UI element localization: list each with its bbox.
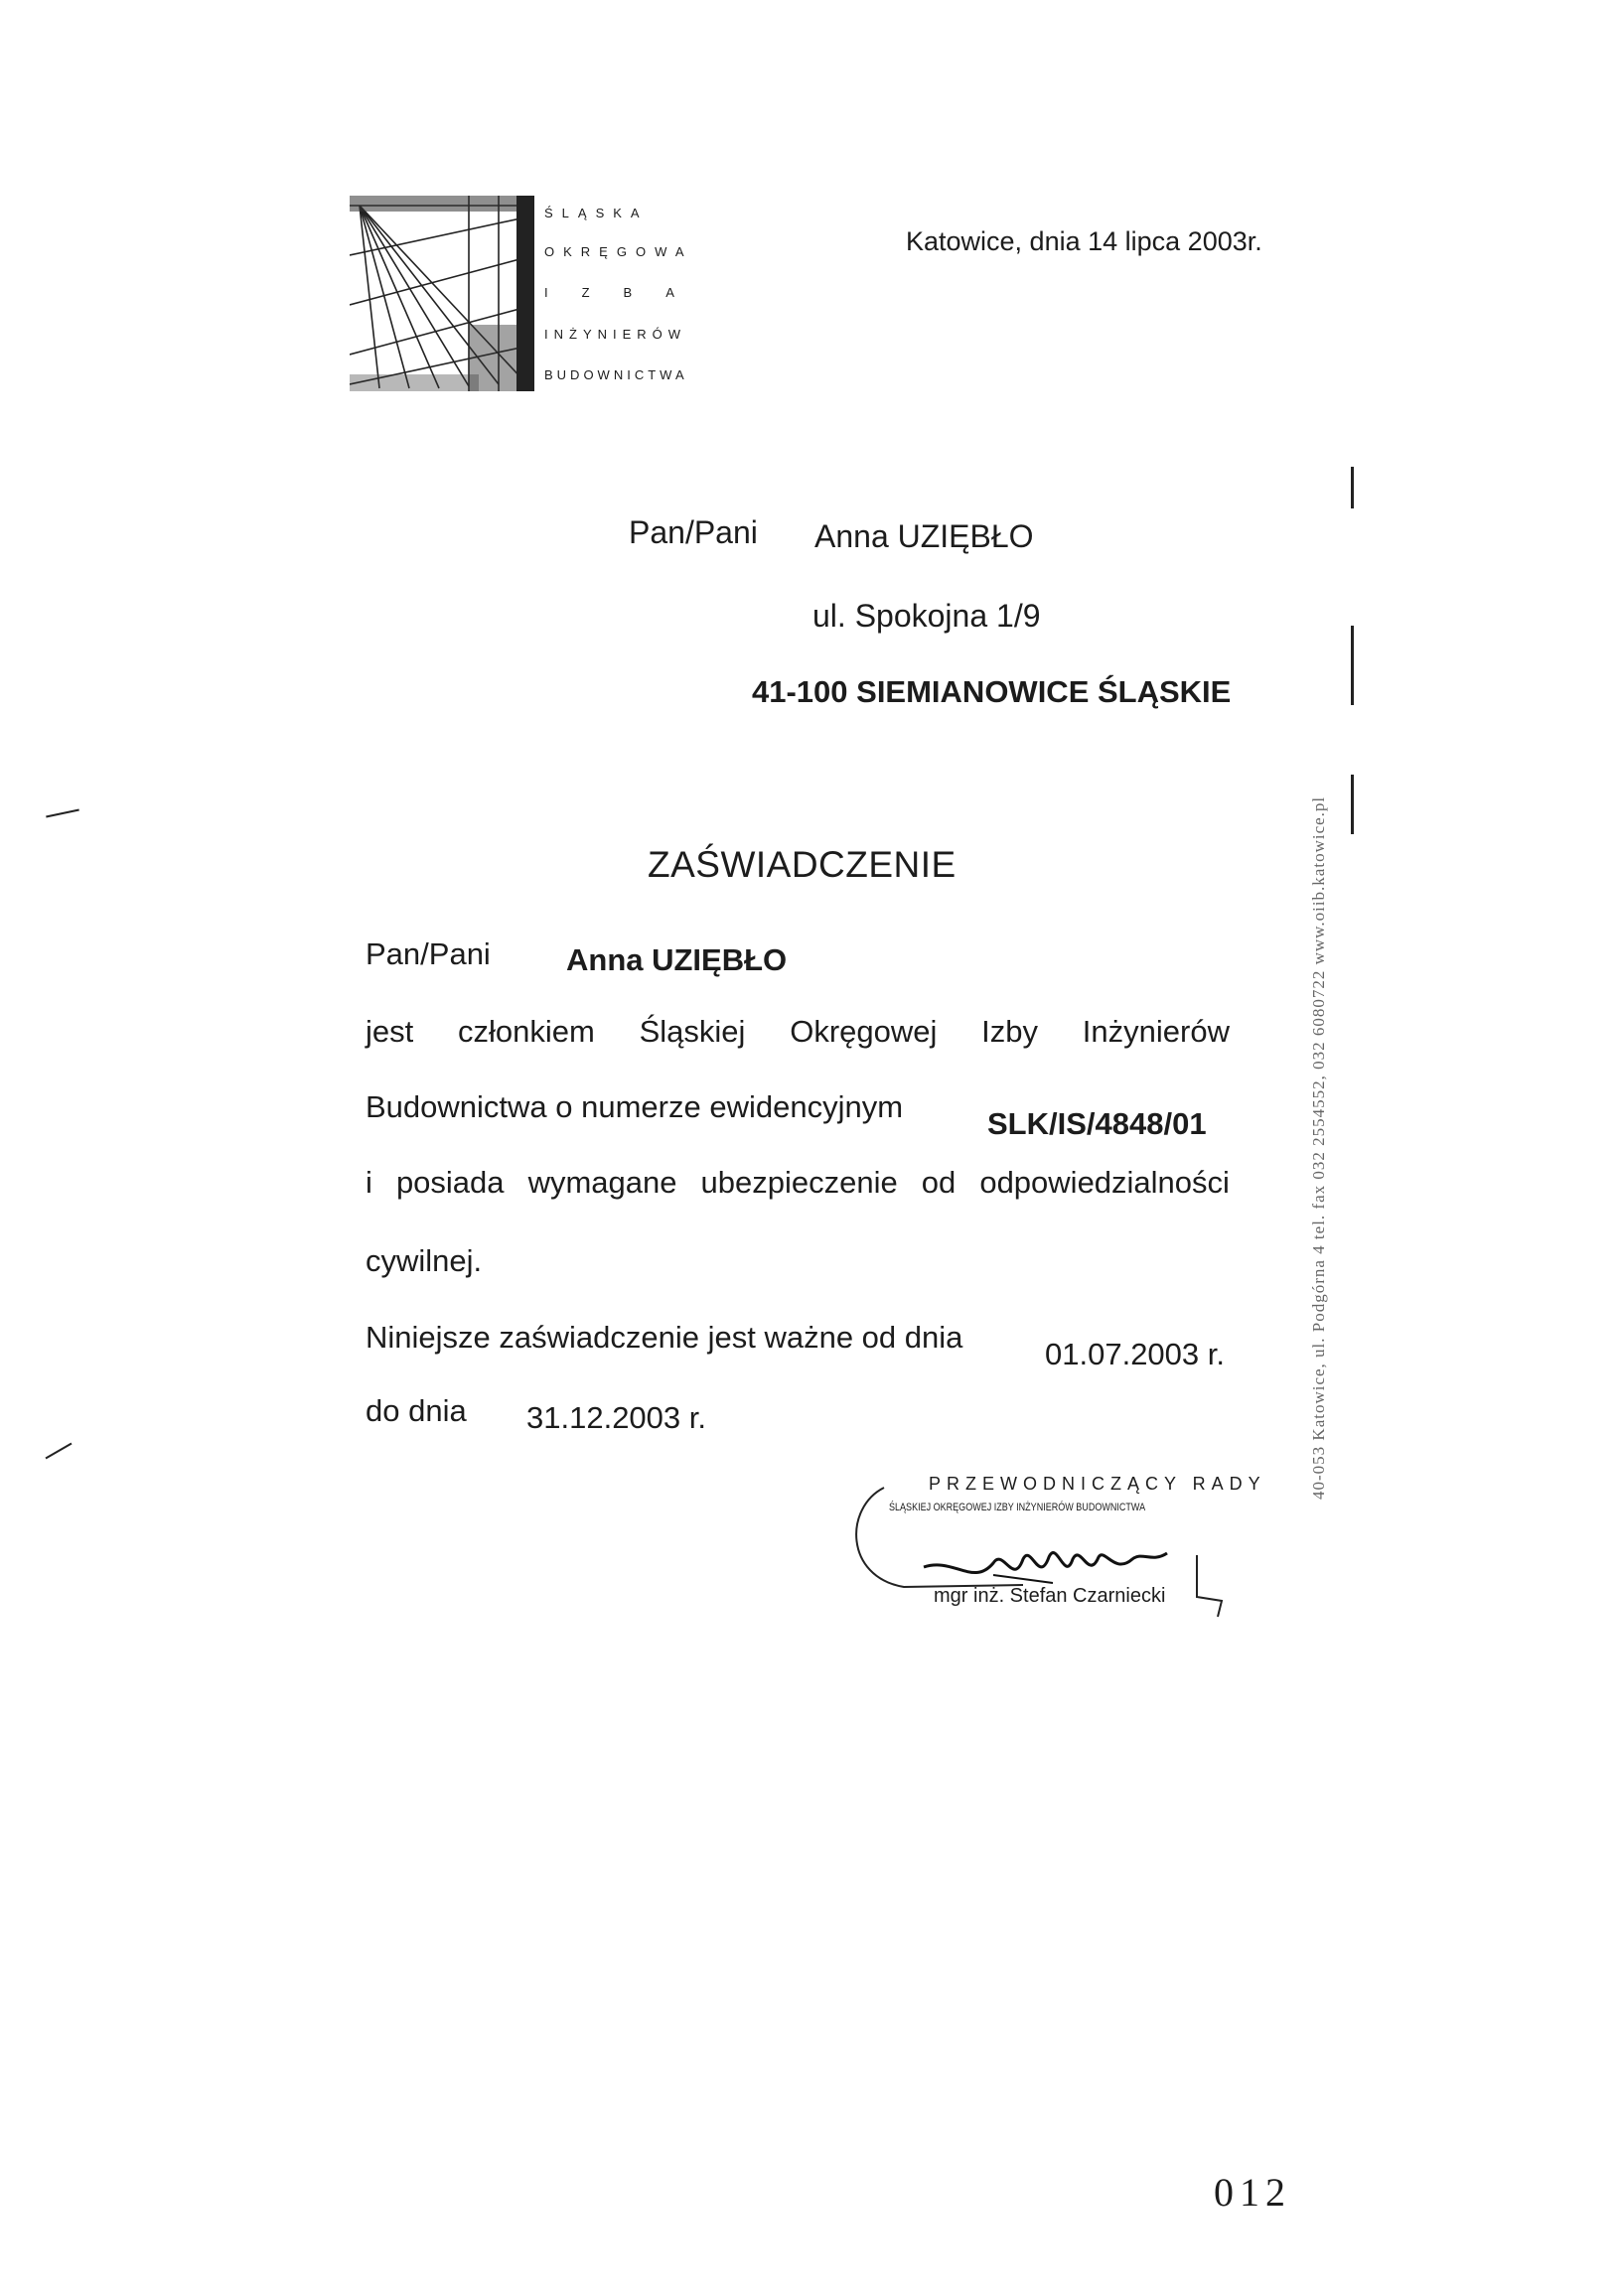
recipient-salutation: Pan/Pani [629, 514, 758, 550]
scan-mark [1351, 467, 1354, 508]
recipient-name: Anna UZIĘBŁO [814, 518, 1034, 554]
stamp-title: PRZEWODNICZĄCY RADY [929, 1474, 1266, 1494]
word: Izby [981, 1014, 1039, 1049]
scan-mark [1351, 626, 1354, 705]
scan-mark [46, 808, 79, 817]
body-line-3 [366, 1165, 1230, 1201]
word: wymagane [527, 1165, 677, 1200]
word: Okręgowej [790, 1014, 938, 1049]
logo-line-1: ŚLĄSKA [544, 206, 649, 220]
word: jest [366, 1014, 414, 1049]
contact-sidebar: 40-053 Katowice, ul. Podgórna 4 tel. fax 032 2554552, 032 6080722 www.oiib.katowice.pl [1309, 795, 1328, 1500]
certificate-salutation: Pan/Pani [366, 936, 491, 971]
valid-to-date: 31.12.2003 r. [526, 1400, 706, 1435]
logo-line-4: INŻYNIERÓW [544, 327, 687, 342]
scan-mark [1351, 775, 1354, 834]
body-line-2: Budownictwa o numerze ewidencyjnym [366, 1089, 904, 1124]
recipient-city: 41-100 SIEMIANOWICE ŚLĄSKIE [752, 674, 1232, 709]
body-line-6: do dnia [366, 1393, 467, 1428]
word: od [921, 1165, 957, 1200]
page-number: 012 [1214, 2170, 1291, 2215]
valid-from-date: 01.07.2003 r. [1045, 1337, 1225, 1371]
document-title: ZAŚWIADCZENIE [648, 844, 957, 885]
document-date: Katowice, dnia 14 lipca 2003r. [906, 226, 1262, 256]
word: Inżynierów [1082, 1014, 1230, 1049]
logo-line-5: BUDOWNICTWA [544, 367, 688, 382]
registration-number: SLK/IS/4848/01 [987, 1106, 1207, 1141]
word: członkiem [458, 1014, 595, 1049]
chamber-logo [350, 196, 534, 391]
signer-name: mgr inż. Stefan Czarniecki [934, 1585, 1166, 1607]
word: i [366, 1165, 372, 1200]
body-line-5: Niniejsze zaświadczenie jest ważne od dnia [366, 1320, 963, 1355]
body-line-4: cywilnej. [366, 1243, 483, 1278]
word: posiada [395, 1165, 505, 1200]
body-line-1 [366, 1014, 1230, 1050]
certificate-name: Anna UZIĘBŁO [566, 942, 788, 977]
recipient-street: ul. Spokojna 1/9 [812, 598, 1041, 634]
scan-mark [46, 1443, 73, 1460]
word: Śląskiej [639, 1014, 746, 1049]
word: ubezpieczenie [700, 1165, 898, 1200]
logo-line-3: IZBA [544, 285, 708, 300]
stamp-subtitle: ŚLĄSKIEJ OKRĘGOWEJ IZBY INŻYNIERÓW BUDOWNICTWA [889, 1502, 1146, 1513]
word: odpowiedzialności [979, 1165, 1230, 1200]
logo-line-2: OKRĘGOWA [544, 244, 693, 259]
